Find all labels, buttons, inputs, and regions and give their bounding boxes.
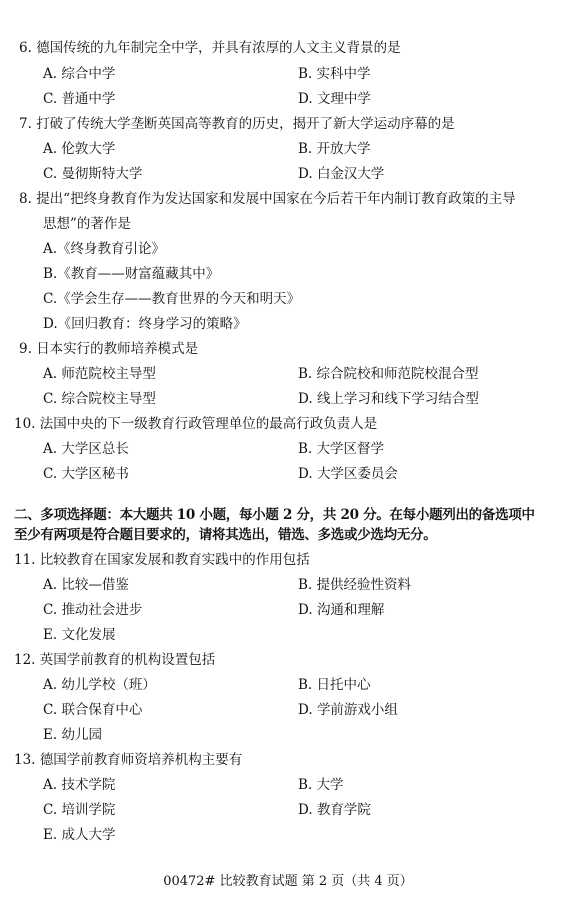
section-2-header: 二、多项选择题：本大题共 10 小题，每小题 2 分，共 20 分。在每小题列出的备选项中 <box>14 507 535 523</box>
q10-option-d: D. 大学区委员会 <box>298 466 398 482</box>
page-footer: 00472# 比较教育试题 第 2 页（共 4 页） <box>163 874 413 889</box>
q8-option-a: A.《终身教育引论》 <box>43 241 166 257</box>
q9-option-b: B. 综合院校和师范院校混合型 <box>298 366 479 382</box>
q8-option-d: D.《回归教育：终身学习的策略》 <box>43 316 247 332</box>
q8-option-b: B.《教育——财富蕴藏其中》 <box>43 266 220 282</box>
q6-option-c: C. 普通中学 <box>43 91 116 107</box>
q12-option-e: E. 幼儿园 <box>43 727 102 743</box>
q10-option-c: C. 大学区秘书 <box>43 466 129 482</box>
question-9-stem: 9. 日本实行的教师培养模式是 <box>19 341 199 357</box>
question-10-stem: 10. 法国中央的下一级教育行政管理单位的最高行政负责人是 <box>14 416 378 432</box>
q7-option-b: B. 开放大学 <box>298 141 371 157</box>
q13-option-a: A. 技术学院 <box>43 777 116 793</box>
question-6-stem: 6. 德国传统的九年制完全中学，并具有浓厚的人文主义背景的是 <box>19 40 401 56</box>
q12-option-d: D. 学前游戏小组 <box>298 702 398 718</box>
q9-option-c: C. 综合院校主导型 <box>43 391 156 407</box>
q12-option-c: C. 联合保育中心 <box>43 702 143 718</box>
q13-option-b: B. 大学 <box>298 777 344 793</box>
q11-option-d: D. 沟通和理解 <box>298 602 385 618</box>
q8-option-c: C.《学会生存——教育世界的今天和明天》 <box>43 291 301 307</box>
q10-option-b: B. 大学区督学 <box>298 441 385 457</box>
q11-option-a: A. 比较—借鉴 <box>43 577 129 593</box>
q13-option-d: D. 教育学院 <box>298 802 371 818</box>
q6-option-d: D. 文理中学 <box>298 91 371 107</box>
question-13-stem: 13. 德国学前教育师资培养机构主要有 <box>14 752 243 768</box>
q12-option-a: A. 幼儿学校（班） <box>43 677 156 693</box>
q13-option-e: E. 成人大学 <box>43 827 116 843</box>
question-11-stem: 11. 比较教育在国家发展和教育实践中的作用包括 <box>14 552 310 568</box>
q7-option-a: A. 伦敦大学 <box>43 141 116 157</box>
question-12-stem: 12. 英国学前教育的机构设置包括 <box>14 652 216 668</box>
q7-option-c: C. 曼彻斯特大学 <box>43 166 143 182</box>
q9-option-a: A. 师范院校主导型 <box>43 366 156 382</box>
q6-option-a: A. 综合中学 <box>43 66 116 82</box>
section-2-header-cont: 至少有两项是符合题目要求的，请将其选出，错选、多选或少选均无分。 <box>14 527 437 543</box>
q13-option-c: C. 培训学院 <box>43 802 116 818</box>
q10-option-a: A. 大学区总长 <box>43 441 129 457</box>
q9-option-d: D. 线上学习和线下学习结合型 <box>298 391 479 407</box>
q11-option-b: B. 提供经验性资料 <box>298 577 412 593</box>
q12-option-b: B. 日托中心 <box>298 677 371 693</box>
question-8-stem-cont: 思想”的著作是 <box>43 216 131 232</box>
question-7-stem: 7. 打破了传统大学垄断英国高等教育的历史，揭开了新大学运动序幕的是 <box>19 116 455 132</box>
q6-option-b: B. 实科中学 <box>298 66 371 82</box>
question-8-stem: 8. 提出“把终身教育作为发达国家和发展中国家在今后若干年内制订教育政策的主导 <box>19 191 516 207</box>
q11-option-e: E. 文化发展 <box>43 627 116 643</box>
q11-option-c: C. 推动社会进步 <box>43 602 143 618</box>
q7-option-d: D. 白金汉大学 <box>298 166 385 182</box>
